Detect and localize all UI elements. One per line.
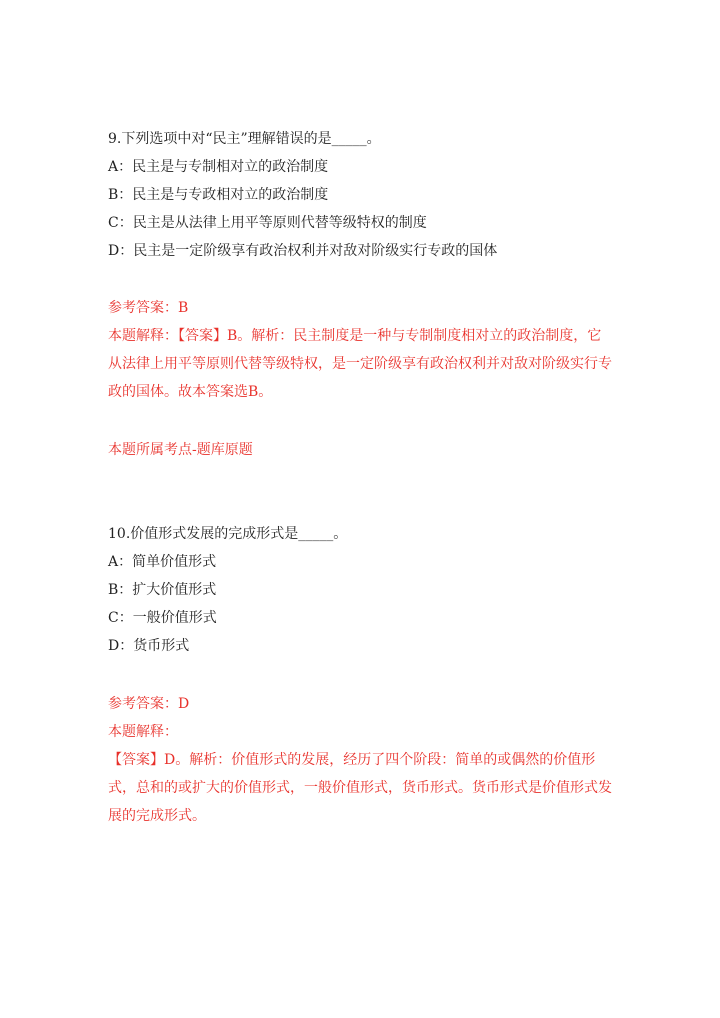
question-9-answer-section bbox=[108, 294, 613, 406]
question-9-topic: 本题所属考点-题库原题 bbox=[108, 442, 253, 458]
question-9-explanation: 本题解释：【答案】B。解析：民主制度是一种与专制制度相对立的政治制度，它从法律上用平等原则代替等级特权，是一定阶级享有政治权利并对敌对阶级实行专政的国体。故本答案选B。 bbox=[108, 328, 612, 400]
question-10-option-c: C：一般价值形式 bbox=[108, 610, 217, 626]
question-9-stem: 9.下列选项中对“民主”理解错误的是_____。 bbox=[108, 131, 381, 147]
question-9-option-c: C：民主是从法律上用平等原则代替等级特权的制度 bbox=[108, 215, 427, 231]
question-9 bbox=[108, 125, 613, 265]
question-10-explanation-label: 本题解释： bbox=[108, 724, 178, 740]
question-10-explanation: 【答案】D。解析：价值形式的发展，经历了四个阶段：简单的或偶然的价值形式，总和的或扩大的价值形式，一般价值形式，货币形式。货币形式是价值形式发展的完成形式。 bbox=[108, 752, 612, 824]
question-10-option-d: D：货币形式 bbox=[108, 638, 190, 654]
question-9-option-b: B：民主是与专政相对立的政治制度 bbox=[108, 187, 329, 203]
question-10-option-b: B：扩大价值形式 bbox=[108, 582, 217, 598]
question-10 bbox=[108, 520, 613, 660]
question-9-answer: 参考答案：B bbox=[108, 300, 189, 316]
question-9-option-d: D：民主是一定阶级享有政治权利并对敌对阶级实行专政的国体 bbox=[108, 243, 498, 259]
question-10-answer-section bbox=[108, 690, 613, 830]
question-9-option-a: A：民主是与专制相对立的政治制度 bbox=[108, 159, 329, 175]
question-9-topic-section bbox=[108, 436, 613, 464]
question-10-stem: 10.价值形式发展的完成形式是_____。 bbox=[108, 526, 348, 542]
question-10-answer: 参考答案：D bbox=[108, 696, 190, 712]
question-10-option-a: A：简单价值形式 bbox=[108, 554, 217, 570]
